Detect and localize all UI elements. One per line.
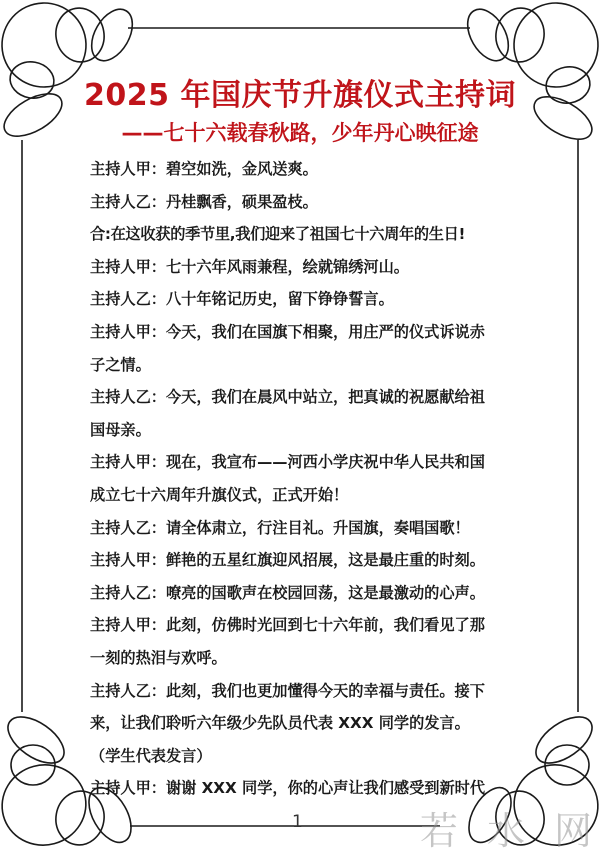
- script-line: 主持人甲：此刻，仿佛时光回到七十六年前，我们看见了那: [90, 616, 485, 635]
- script-line: 一刻的热泪与欢呼。: [90, 648, 227, 667]
- watermark-char: 水: [486, 809, 533, 853]
- script-line: （学生代表发言）: [90, 746, 212, 765]
- script-line: 主持人甲：碧空如洗，金风送爽。: [90, 160, 318, 178]
- script-line: 主持人乙：丹桂飘香，硕果盈枝。: [90, 192, 318, 211]
- script-line: 成立七十六周年升旗仪式，正式开始！: [90, 485, 349, 504]
- watermark-char: 若: [420, 809, 467, 853]
- page-number: 1: [292, 812, 303, 832]
- document-title: 2025 年国庆节升旗仪式主持词: [84, 78, 516, 113]
- script-line: 主持人甲：谢谢 XXX 同学，你的心声让我们感受到新时代: [90, 779, 486, 798]
- script-line: 子之情。: [90, 355, 151, 374]
- script-line: 来，让我们聆听六年级少先队员代表 XXX 同学的发言。: [90, 714, 470, 733]
- script-line: 合:在这收获的季节里,我们迎来了祖国七十六周年的生日!: [90, 225, 466, 244]
- script-line: 主持人甲：鲜艳的五星红旗迎风招展，这是最庄重的时刻。: [90, 551, 485, 570]
- script-line: 主持人甲：现在，我宣布——河西小学庆祝中华人民共和国: [90, 453, 485, 472]
- script-line: 主持人甲：今天，我们在国旗下相聚，用庄严的仪式诉说赤: [90, 322, 485, 341]
- script-line: 国母亲。: [90, 420, 151, 439]
- watermark-char: 网: [553, 809, 600, 853]
- script-line: 主持人乙：嘹亮的国歌声在校园回荡，这是最激动的心声。: [90, 583, 485, 602]
- watermark: [420, 800, 600, 855]
- script-line: 主持人乙：此刻，我们也更加懂得今天的幸福与责任。接下: [90, 681, 485, 700]
- script-line: 主持人甲：七十六年风雨兼程，绘就锦绣河山。: [90, 257, 409, 276]
- script-line: 主持人乙：八十年铭记历史，留下铮铮誓言。: [90, 290, 394, 309]
- document-subtitle: ——七十六载春秋路，少年丹心映征途: [121, 121, 479, 145]
- document-body: [90, 153, 520, 805]
- script-line: 主持人乙：请全体肃立，行注目礼。升国旗，奏唱国歌！: [90, 518, 470, 537]
- script-line: 主持人乙：今天，我们在晨风中站立，把真诚的祝愿献给祖: [90, 388, 485, 407]
